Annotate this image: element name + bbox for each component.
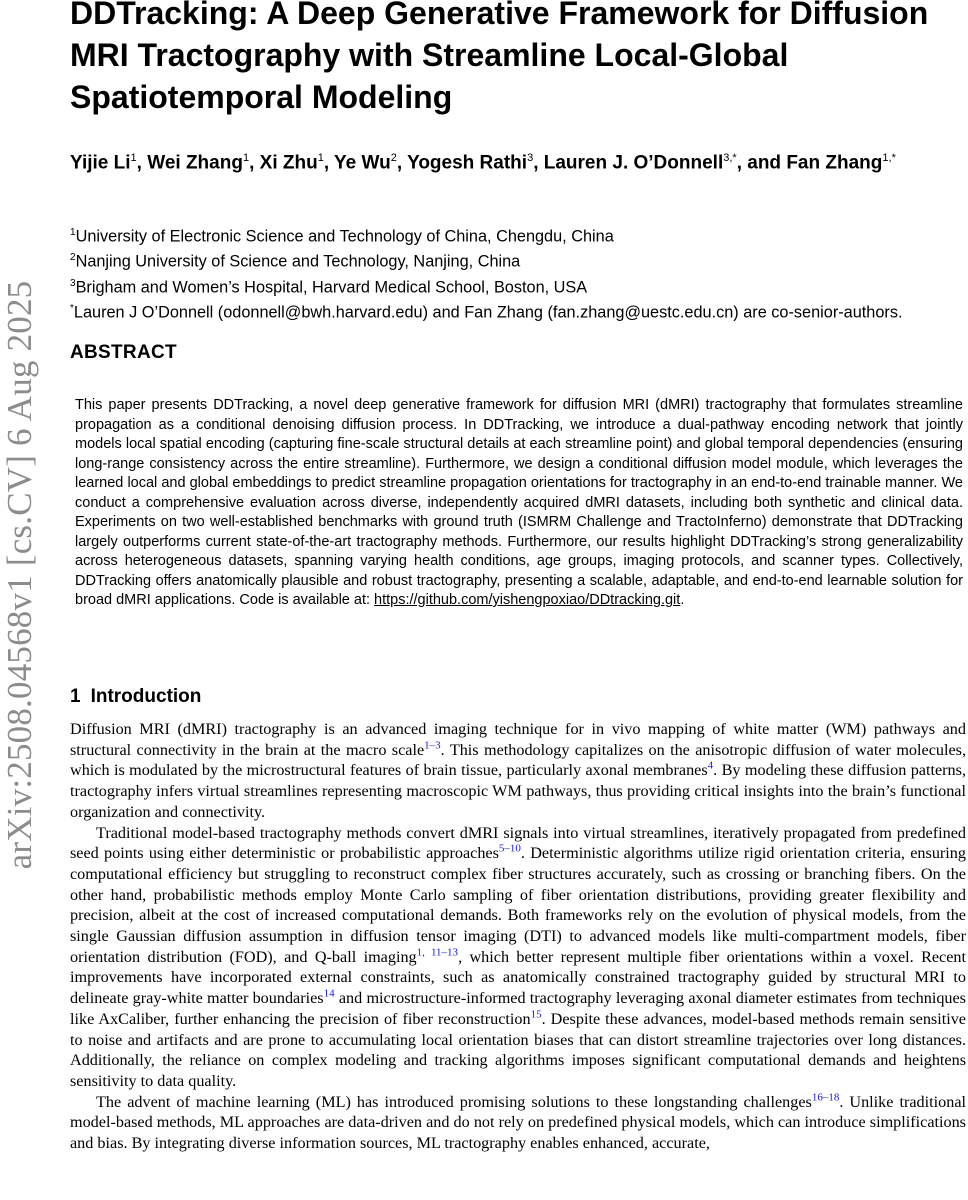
author-affiliation-mark: 2 — [390, 152, 397, 164]
paper-title: DDTracking: A Deep Generative Framework for Diffusion MRI Tractography with Streamline Local-Global Spatiotemporal Modeling — [70, 0, 929, 115]
abstract-body: This paper presents DDTracking, a novel deep generative framework for diffusion MRI (dMRI) tractography that formulates streamline propagation as a conditional denoising diffusion process. In DDTracking, we introduce a dual-pathway encoding network that jointly models local spatial encoding (capturing fine-scale structural details at each streamline point) and global temporal dependencies (ensuring long-range consistency across the entire streamline). Furthermore, we design a conditional diffusion model module, which leverages the learned local and global embeddings to predict streamline propagation orientations for tractography in an end-to-end trainable manner. We conduct a comprehensive evaluation across diverse, independently acquired dMRI datasets, including both synthetic and clinical data. Experiments on two well-established benchmarks with ground truth (ISMRM Challenge and TractoInferno) demonstrate that DDTracking largely outperforms current state-of-the-art tractography methods. Furthermore, our results highlight DDTracking’s strong generalizability across heterogeneous datasets, spanning varying health conditions, age groups, imaging protocols, and scanner types. Collectively, DDTracking offers anatomically plausible and robust tractography, presenting a scalable, adaptable, and end-to-end learnable solution for broad dMRI applications. Code is available at: https://github.com/yishengpoxiao/DDtracking.git. — [75, 397, 963, 608]
citation-link[interactable]: 5–10 — [498, 842, 521, 855]
citation-link[interactable]: 4 — [707, 760, 714, 773]
author-name: Fan Zhang — [786, 152, 883, 174]
author-affiliation-mark: 3 — [527, 152, 534, 164]
abstract-heading: ABSTRACT — [70, 342, 177, 363]
paragraph-text: . By modeling these diffusion patterns, tractography infers virtual streamlines representing macroscopic WM pathways, thus providing critical insights into the brain’s functional organization and connectivity. — [70, 761, 966, 821]
paragraph-text: , which better represent multiple fiber orientations within a voxel. Recent improvements have incorporated external constraints, such as anatomically constrained tractography guided by structural MRI to delineate gray-white matter boundaries — [70, 947, 967, 1008]
author-name: Yogesh Rathi — [407, 152, 528, 174]
introduction-body — [70, 719, 966, 1154]
paragraph-text: . Deterministic algorithms utilize rigid orientation criteria, ensuring computational efficiency but struggling to reconstruct complex fiber structures accurately, such as crossing or branching fibers. On the other hand, probabilistic methods employ Monte Carlo sampling of fiber orientation distributions, providing greater flexibility and precision, albeit at the cost of increased computational demands. Both frameworks rely on the evolution of physical models, from the single Gaussian diffusion assumption in diffusion tensor imaging (DTI) to advanced models like multi-compartment models, fiber orientation distribution (FOD), and Q-ball imaging — [70, 844, 966, 966]
arxiv-stamp: arXiv:2508.04568v1 [cs.CV] 6 Aug 2025 — [0, 280, 39, 870]
section-heading — [70, 686, 211, 708]
section-title: Introduction — [90, 686, 202, 707]
affiliation-line — [70, 298, 968, 323]
affiliation-line — [70, 273, 968, 298]
affiliation-line — [70, 222, 968, 247]
intro-paragraph — [70, 1092, 966, 1154]
author-name: Wei Zhang — [147, 152, 243, 174]
intro-paragraph — [70, 823, 966, 1092]
author-name: Ye Wu — [334, 152, 391, 174]
author-list: Yijie Li$^1$, Wei Zhang$^1$, Xi Zhu$^1$, Ye Wu$^2$, Yogesh Rathi$^3$, Lauren J. O’Donnell$^{3,*}$, and Fan Zhang$^{1,*}$ — [70, 152, 896, 174]
affiliation-line — [70, 247, 968, 272]
author-name: Xi Zhu — [259, 152, 318, 174]
author-affiliation-mark: 1 — [130, 152, 137, 164]
paragraph-text: The advent of machine learning (ML) has introduced promising solutions to these longstanding challenges — [96, 1092, 812, 1111]
citation-link[interactable]: 1, 11–13 — [416, 946, 459, 959]
author-name: Lauren J. O’Donnell — [543, 152, 724, 174]
author-affiliation-mark: 1 — [242, 152, 250, 164]
affiliation-text: University of Electronic Science and Technology of China, Chengdu, China — [75, 227, 614, 246]
arxiv-sidebar — [0, 0, 42, 1200]
section-number: 1 — [70, 686, 81, 707]
citation-link[interactable]: 1–3 — [424, 739, 441, 752]
affiliation-text: Nanjing University of Science and Technology, Nanjing, China — [75, 252, 521, 271]
affiliations — [70, 222, 968, 324]
citation-link[interactable]: 15 — [530, 1008, 542, 1021]
paragraph-text: Traditional model-based tractography methods convert dMRI signals into virtual streamlines, iteratively propagated from predefined seed points using either deterministic or probabilistic approaches — [70, 823, 966, 863]
intro-paragraph — [70, 719, 966, 823]
code-link[interactable]: https://github.com/yishengpoxiao/DDtracking.git — [374, 592, 681, 608]
author-affiliation-mark: 1 — [317, 152, 324, 164]
paragraph-text: . This methodology capitalizes on the anisotropic diffusion of water molecules, which is modulated by the microstructural features of brain tissue, particularly axonal membranes — [70, 740, 967, 780]
author-affiliation-mark: 3,* — [723, 152, 737, 164]
citation-link[interactable]: 14 — [323, 987, 335, 1000]
paragraph-text: . Despite these advances, model-based methods remain sensitive to noise and artifacts and are prone to accumulating local orientation biases that can distort streamline trajectories over long distances. Additionally, the reliance on complex modeling and tracking algorithms imposes significant computational demands and heightens sensitivity to data quality. — [70, 1009, 966, 1090]
paragraph-text: . Unlike traditional model-based methods, ML approaches are data-driven and do not rely on predefined physical models, which can introduce simplifications and bias. By integrating diverse information sources, ML tractography enables enhanced, accurate, — [70, 1092, 966, 1153]
affiliation-mark: 1 — [70, 227, 76, 238]
paragraph-text: Diffusion MRI (dMRI) tractography is an advanced imaging technique for in vivo mapping of white matter (WM) pathways and structural connectivity in the brain at the macro scale — [70, 720, 966, 759]
paragraph-text: and microstructure-informed tractography leveraging axonal diameter estimates from techniques like AxCaliber, further enhancing the precision of fiber reconstruction — [70, 989, 966, 1028]
author-affiliation-mark: 1,* — [882, 152, 896, 164]
affiliation-mark: 2 — [70, 252, 76, 264]
author-name: Yijie Li — [70, 152, 131, 174]
affiliation-text: Lauren J O’Donnell (odonnell@bwh.harvard.edu) and Fan Zhang (fan.zhang@uestc.edu.cn) are co-senior-authors. — [73, 303, 903, 322]
affiliation-mark: * — [70, 303, 74, 315]
citation-link[interactable]: 16–18 — [811, 1091, 840, 1104]
affiliation-mark: 3 — [70, 277, 76, 289]
affiliation-text: Brigham and Women’s Hospital, Harvard Medical School, Boston, USA — [75, 278, 588, 297]
abstract-text: This paper presents DDTracking, a novel deep generative framework for diffusion MRI (dMRI) tractography that formulates streamline propagation as a conditional denoising diffusion process. In DDTracking, we introduce a dual-pathway encoding network that jointly models local spatial encoding (capturing fine-scale structural details at each streamline point) and global temporal dependencies (ensuring long-range consistency across the entire streamline). Furthermore, we design a conditional diffusion model module, which leverages the learned local and global embeddings to predict streamline propagation orientations for tractography in an end-to-end trainable manner. We conduct a comprehensive evaluation across diverse, independently acquired dMRI datasets, including both synthetic and clinical data. Experiments on two well-established benchmarks with ground truth (ISMRM Challenge and TractoInferno) demonstrate that DDTracking largely outperforms current state-of-the-art tractography methods. Furthermore, our results highlight DDTracking’s strong generalizability across heterogeneous datasets, spanning varying health conditions, age groups, imaging protocols, and scanner types. Collectively, DDTracking offers anatomically plausible and robust tractography, presenting a scalable, adaptable, and end-to-end learnable solution for broad dMRI applications. Code is available at: — [75, 397, 963, 608]
